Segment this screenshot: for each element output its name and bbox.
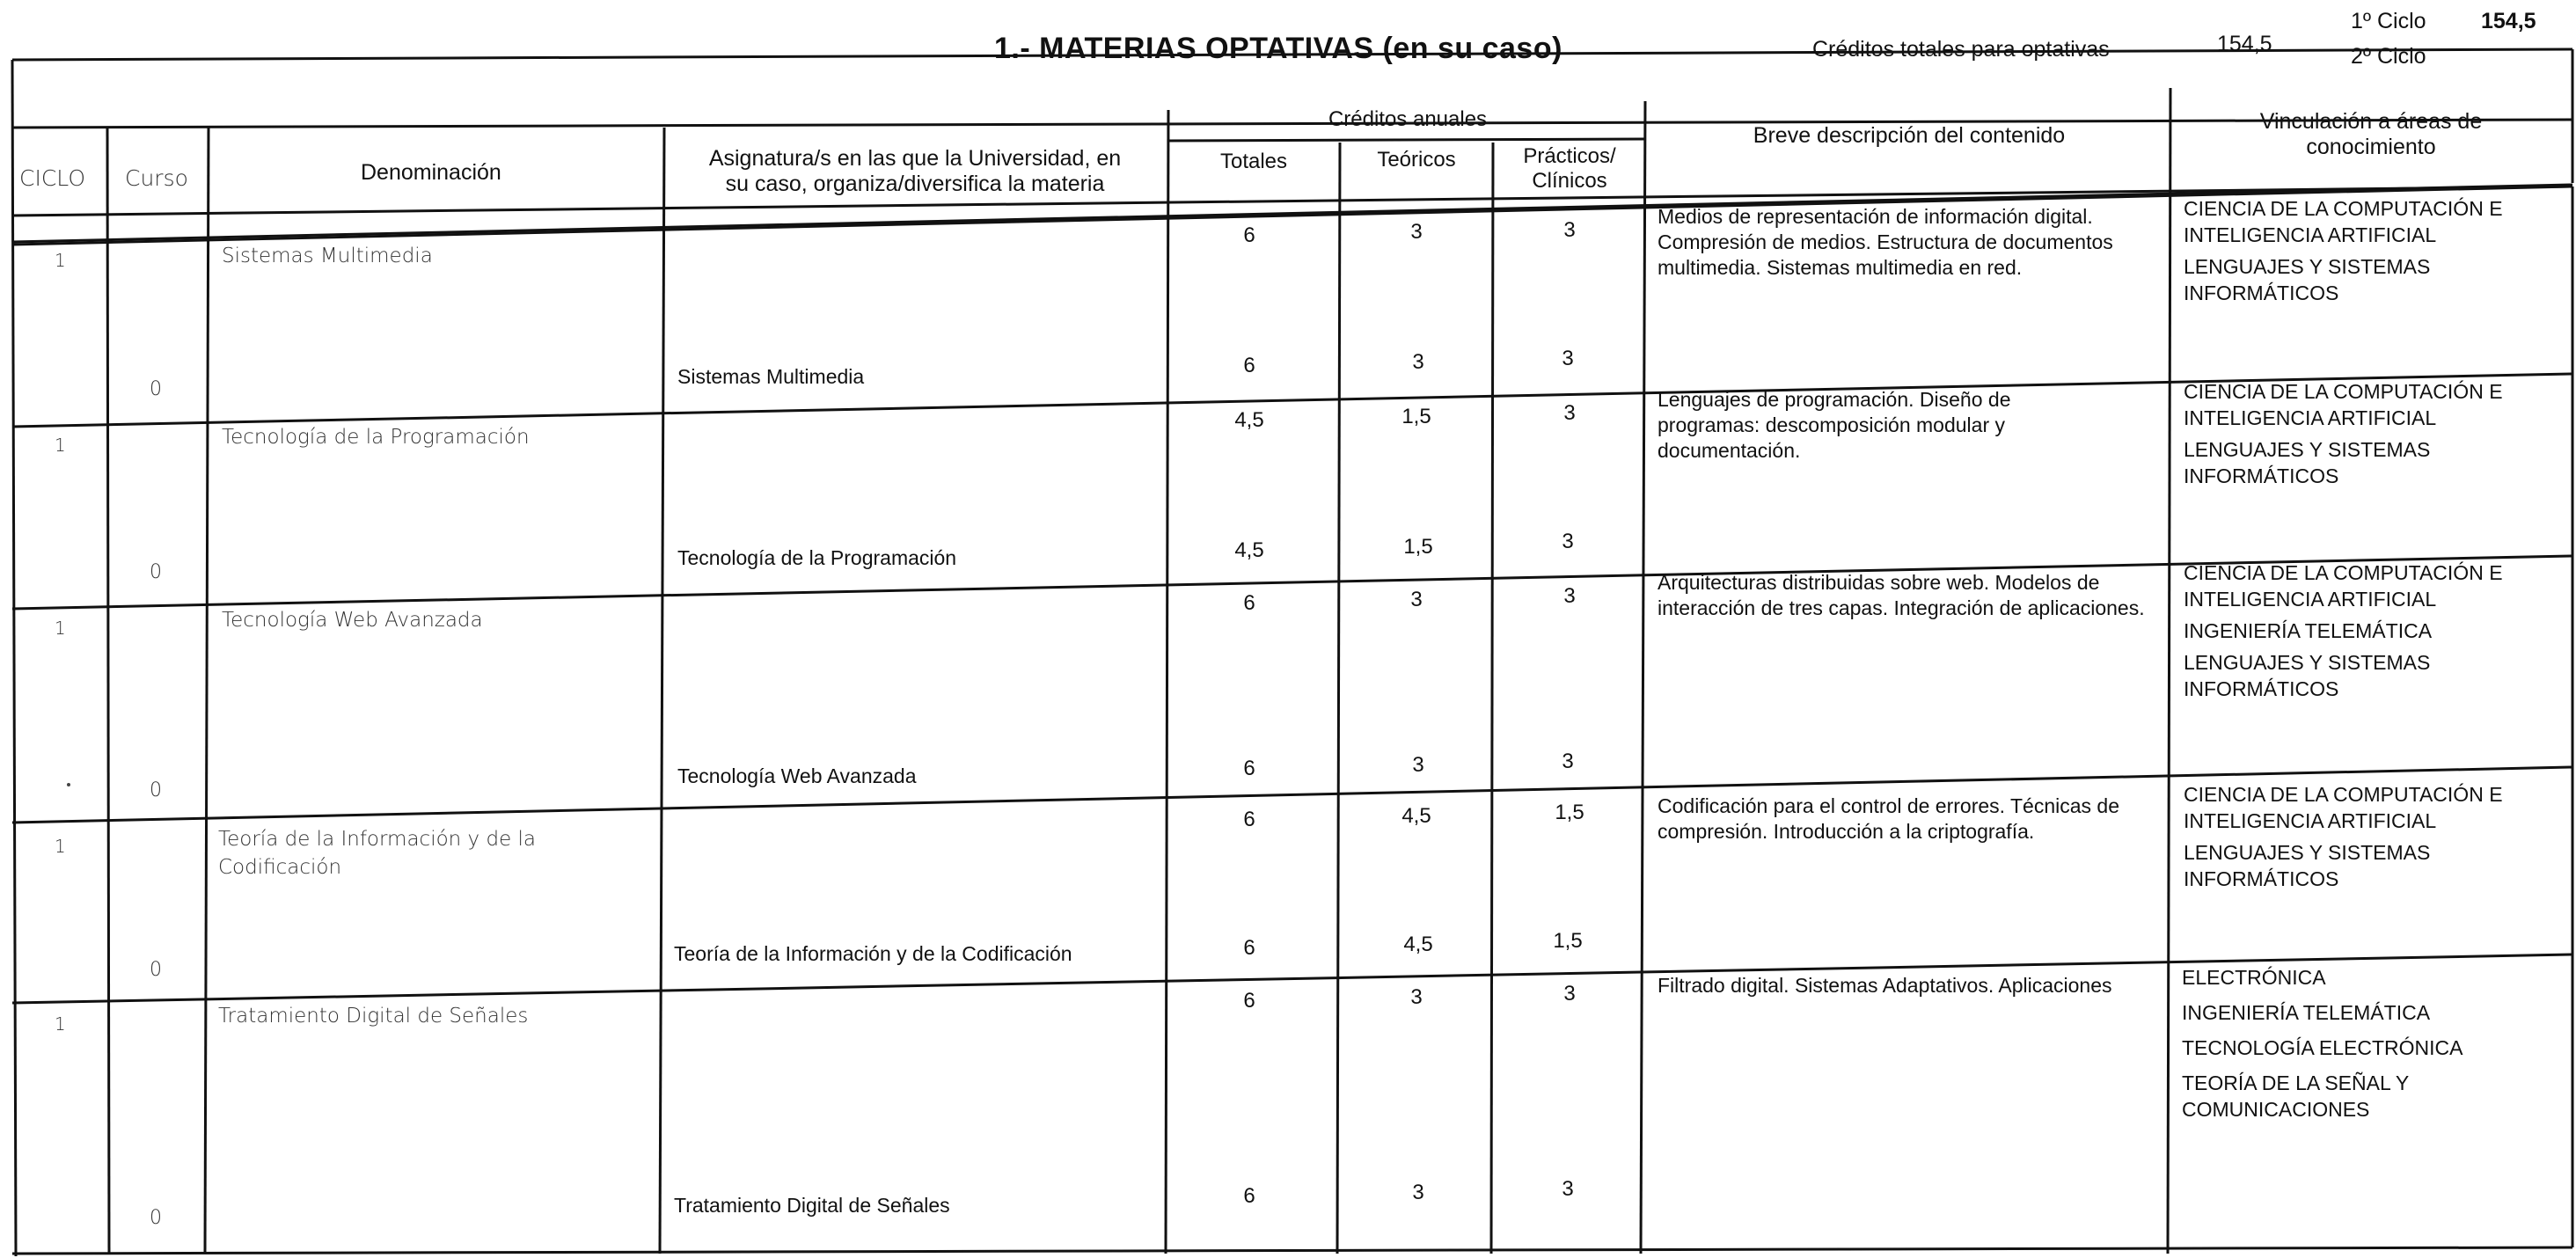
ciclo1-value: 154,5 xyxy=(2481,9,2536,33)
col-header-curso: Curso xyxy=(125,165,188,191)
row-ciclo: 1 xyxy=(55,1013,66,1035)
row-areas xyxy=(2184,781,2571,892)
row-ciclo: 1 xyxy=(55,618,66,639)
row-asig-totales: 6 xyxy=(1243,757,1255,780)
row-asig-totales: 4,5 xyxy=(1234,538,1264,562)
row-mat-totales: 6 xyxy=(1243,808,1255,831)
col-header-asignatura-line2: su caso, organiza/diversifica la materia xyxy=(725,172,1105,196)
row-mat-teoricos: 1,5 xyxy=(1401,405,1431,428)
col-header-totales: Totales xyxy=(1219,150,1288,173)
row-mat-practicos: 1,5 xyxy=(1555,801,1584,824)
col-header-asignatura-line1: Asignatura/s en las que la Universidad, en xyxy=(708,146,1122,171)
row-curso: 0 xyxy=(150,779,162,801)
row-mat-practicos: 3 xyxy=(1563,401,1576,425)
col-header-descripcion: Breve descripción del contenido xyxy=(1753,123,2066,148)
row-areas xyxy=(2184,560,2571,702)
row-mat-totales: 6 xyxy=(1243,223,1255,247)
row-asig-practicos: 3 xyxy=(1562,530,1574,553)
area-item: INGENIERÍA TELEMÁTICA xyxy=(2184,619,2433,642)
col-header-creditos-anuales: Créditos anuales xyxy=(1328,107,1488,131)
row-curso: 0 xyxy=(150,378,162,400)
row-asig-totales: 6 xyxy=(1243,936,1255,960)
row-ciclo: 1 xyxy=(55,836,66,857)
row-mat-teoricos: 4,5 xyxy=(1401,804,1431,828)
row-denominacion: Teoría de la Información y de la Codificación xyxy=(218,828,537,879)
row-curso: 0 xyxy=(150,959,162,981)
row-descripcion: Arquitecturas distribuidas sobre web. Modelos de interacción de tres capas. Integración de aplicaciones. xyxy=(1658,571,2145,619)
col-header-vinculacion xyxy=(2173,109,2569,160)
row-asignatura: Sistemas Multimedia xyxy=(677,365,865,388)
row-curso: 0 xyxy=(150,1207,162,1229)
row-asig-teoricos: 1,5 xyxy=(1403,535,1433,559)
row-asignatura: Tratamiento Digital de Señales xyxy=(674,1194,950,1217)
row-asignatura: Teoría de la Información y de la Codificación xyxy=(674,942,1072,965)
ciclo2-label: 2º Ciclo xyxy=(2351,44,2426,69)
row-mat-totales: 4,5 xyxy=(1234,408,1264,432)
row-descripcion: Codificación para el control de errores. Técnicas de compresión. Introducción a la criptografía. xyxy=(1658,794,2120,843)
area-item: TEORÍA DE LA SEÑAL Y COMUNICACIONES xyxy=(2182,1071,2409,1121)
area-item: TECNOLOGÍA ELECTRÓNICA xyxy=(2182,1036,2463,1059)
row-areas xyxy=(2184,195,2571,306)
col-header-asignatura xyxy=(669,146,1161,197)
row-asig-teoricos: 3 xyxy=(1412,753,1424,777)
row-asignatura: Tecnología Web Avanzada xyxy=(677,764,917,787)
area-item: LENGUAJES Y SISTEMAS INFORMÁTICOS xyxy=(2184,438,2431,487)
row-asig-practicos: 3 xyxy=(1562,1177,1574,1201)
row-curso: 0 xyxy=(150,561,162,583)
area-item: LENGUAJES Y SISTEMAS INFORMÁTICOS xyxy=(2184,651,2431,700)
row-descripcion: Medios de representación de información digital. Compresión de medios. Estructura de documentos multimedia. Sistemas multimedia en red. xyxy=(1658,205,2113,279)
col-header-practicos xyxy=(1496,144,1643,194)
row-denominacion: Tecnología de la Programación xyxy=(222,426,530,449)
area-item: LENGUAJES Y SISTEMAS INFORMÁTICOS xyxy=(2184,255,2431,304)
row-ciclo: 1 xyxy=(55,250,66,271)
area-item: INGENIERÍA TELEMÁTICA xyxy=(2182,1001,2431,1024)
row-areas xyxy=(2184,378,2571,489)
area-item: LENGUAJES Y SISTEMAS INFORMÁTICOS xyxy=(2184,841,2431,890)
row-denominacion: Tecnología Web Avanzada xyxy=(222,609,483,632)
row-areas xyxy=(2182,964,2569,1123)
row-denominacion: Tratamiento Digital de Señales xyxy=(218,1005,529,1028)
row-mat-teoricos: 3 xyxy=(1410,220,1423,244)
row-asig-totales: 6 xyxy=(1243,354,1255,377)
row-ciclo: 1 xyxy=(55,435,66,456)
row-denominacion: Sistemas Multimedia xyxy=(222,245,433,267)
col-header-vinculacion-line2: conocimiento xyxy=(2306,135,2436,159)
area-item: CIENCIA DE LA COMPUTACIÓN E INTELIGENCIA ARTIFICIAL xyxy=(2184,380,2503,429)
creditos-totales-value: 154,5 xyxy=(2217,32,2272,56)
row-descripcion: Filtrado digital. Sistemas Adaptativos. Aplicaciones xyxy=(1658,974,2112,997)
row-asig-totales: 6 xyxy=(1243,1184,1255,1208)
scan-mark xyxy=(67,783,70,786)
row-asig-practicos: 3 xyxy=(1562,750,1574,773)
row-mat-practicos: 3 xyxy=(1563,218,1576,242)
col-header-practicos-line2: Clínicos xyxy=(1532,169,1607,193)
area-item: CIENCIA DE LA COMPUTACIÓN E INTELIGENCIA ARTIFICIAL xyxy=(2184,783,2503,832)
row-asignatura: Tecnología de la Programación xyxy=(677,546,957,569)
row-mat-totales: 6 xyxy=(1243,591,1255,615)
row-mat-totales: 6 xyxy=(1243,989,1255,1013)
row-asig-practicos: 1,5 xyxy=(1553,929,1583,953)
row-mat-teoricos: 3 xyxy=(1410,985,1423,1009)
area-item: CIENCIA DE LA COMPUTACIÓN E INTELIGENCIA ARTIFICIAL xyxy=(2184,197,2503,246)
row-asig-teoricos: 3 xyxy=(1412,350,1424,374)
col-header-practicos-line1: Prácticos/ xyxy=(1523,144,1616,168)
col-header-vinculacion-line1: Vinculación a áreas de xyxy=(2259,109,2483,134)
row-mat-practicos: 3 xyxy=(1563,982,1576,1006)
page-title: 1.- MATERIAS OPTATIVAS (en su caso) xyxy=(994,32,1562,65)
row-mat-teoricos: 3 xyxy=(1410,588,1423,611)
area-item: ELECTRÓNICA xyxy=(2182,966,2326,989)
row-descripcion: Lenguajes de programación. Diseño de programas: descomposición modular y documentación. xyxy=(1658,388,2011,462)
row-asig-teoricos: 3 xyxy=(1412,1181,1424,1204)
ciclo1-label: 1º Ciclo xyxy=(2351,9,2426,33)
area-item: CIENCIA DE LA COMPUTACIÓN E INTELIGENCIA ARTIFICIAL xyxy=(2184,561,2503,611)
col-header-teoricos: Teóricos xyxy=(1377,148,1456,172)
col-header-denominacion: Denominación xyxy=(361,160,501,185)
col-header-ciclo: CICLO xyxy=(19,165,85,191)
row-mat-practicos: 3 xyxy=(1563,584,1576,608)
row-asig-practicos: 3 xyxy=(1562,347,1574,370)
creditos-totales-label: Créditos totales para optativas xyxy=(1812,37,2110,62)
row-asig-teoricos: 4,5 xyxy=(1403,933,1433,956)
